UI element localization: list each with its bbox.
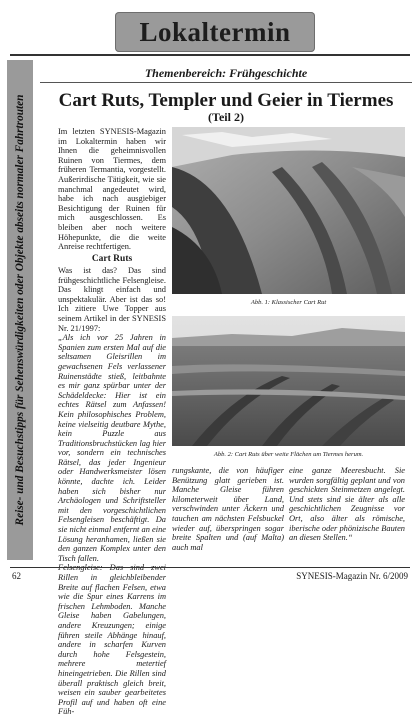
cart-rut-photo-graphic [172, 127, 405, 294]
theme-divider [40, 82, 412, 83]
page-number: 62 [12, 571, 21, 581]
footer-divider [10, 567, 410, 568]
subheading: Cart Ruts [91, 254, 133, 264]
column-3-text: eine ganze Meeresbucht. Sie wurden sorgfältig geplant und von geschickten Steinmetzen angelegt. Und stets sind sie älter als alle geschichtlichen Zeugnisse vor Ort, also älter als römische, iberische oder phönizische Bauten an diesen Stellen.“ [289, 466, 405, 543]
article-subtitle: (Teil 2) [208, 110, 244, 124]
column-1-body [58, 266, 166, 717]
figure-2-caption: Abb. 2: Cart Ruts über weite Flächen um Tiermes herum. [213, 451, 364, 458]
cart-rut-photo [172, 127, 405, 294]
landscape-photo [172, 316, 405, 446]
intro-paragraph: Im letzten SYNESIS-Magazin im Lokaltermin haben wir Ihnen die geheimnisvollen Ruinen von Tiermes, dem früheren Termantia, vorgestellt. Außerirdische Tätigkeit, wie sie manchmal angedeutet wird, habe ich nach ausgiebiger Besichtigung der Ruinen für mich ausgeschlossen. Es bleiben aber noch weitere Höhepunkte, die die weite Anreise rechtfertigen. [58, 127, 166, 252]
magazine-issue: SYNESIS-Magazin Nr. 6/2009 [296, 571, 408, 581]
section-title: Lokaltermin [139, 17, 291, 47]
column-1-quote-continued: Rillen in gleichbleibender Breite auf flachen Felsen, etwa wie die Spur eines Karrens im frischen Lehmboden. Manche Gleise haben Gabelungen, andere Kreuzungen; einige führen steile Abhänge hinauf, andere in scharfen Kurven durch hohe Felsgestein, mehrere metertief hineingetrieben. Die Rillen sind überall praktisch gleich breit, weisen ein sauber gearbeitetes Profil auf und haben oft eine Füh- [58, 573, 166, 717]
side-band-text: Reise- und Besuchstipps für Sehenswürdigkeiten oder Objekte abseits normaler Fahrtrouten [14, 94, 26, 526]
article-title: Cart Ruts, Templer und Geier in Tiermes [58, 90, 394, 111]
side-band-text-container [7, 60, 33, 560]
landscape-photo-graphic [172, 316, 405, 446]
header-divider [10, 54, 410, 56]
theme-line: Themenbereich: Frühgeschichte [144, 66, 308, 80]
figure-1-caption: Abb. 1: Klassischer Cart Rut [250, 299, 327, 306]
column-2-text: rungskante, die von häufiger Benützung glatt gerieben ist. Manche Gleise führen kilometerweit über Land, verschwinden unter Äckern und tauchen am nächsten Felsbuckel wieder auf, überspringen sogar breite Spalten und (auf Malta) auch mal [172, 466, 284, 552]
column-1-paragraph-plain: Was ist das? Das sind frühgeschichtliche Felsengleise. Das klingt einfach und unspektakulär. Aber ist das so! Ich zitiere Uwe Topper aus seinem Artikel in der SYNESIS Nr. 21/1997: [58, 266, 166, 333]
column-1-quote: „Als ich vor 25 Jahren in Spanien zum ersten Mal auf die seltsamen Gleisrillen im gewachsenen Fels verlassener Ruinenstädte stieß, leitbahnte es mir ganz spürbar unter der Schädeldecke: Hier ist ein echtes Rätsel zum Anfassen! Kein philosophisches Problem, keine vielseitig deutbare Mythe, kein Puzzle aus Traditionsbruchstücken lag hier vor, sondern ein technisches Rätsel, das jeder Ingenieur oder Handwerksmeister lösen könnte, dachte ich. Leider haben sich bisher nur Archäologen und Schriftsteller mit den vorgeschichtlichen Felsengleisen beschäftigt. Da sie nicht einmal entfernt an eine Lösung heranhamen, ließen sie den ganzen Komplex unter den Tisch fallen. [58, 333, 166, 563]
